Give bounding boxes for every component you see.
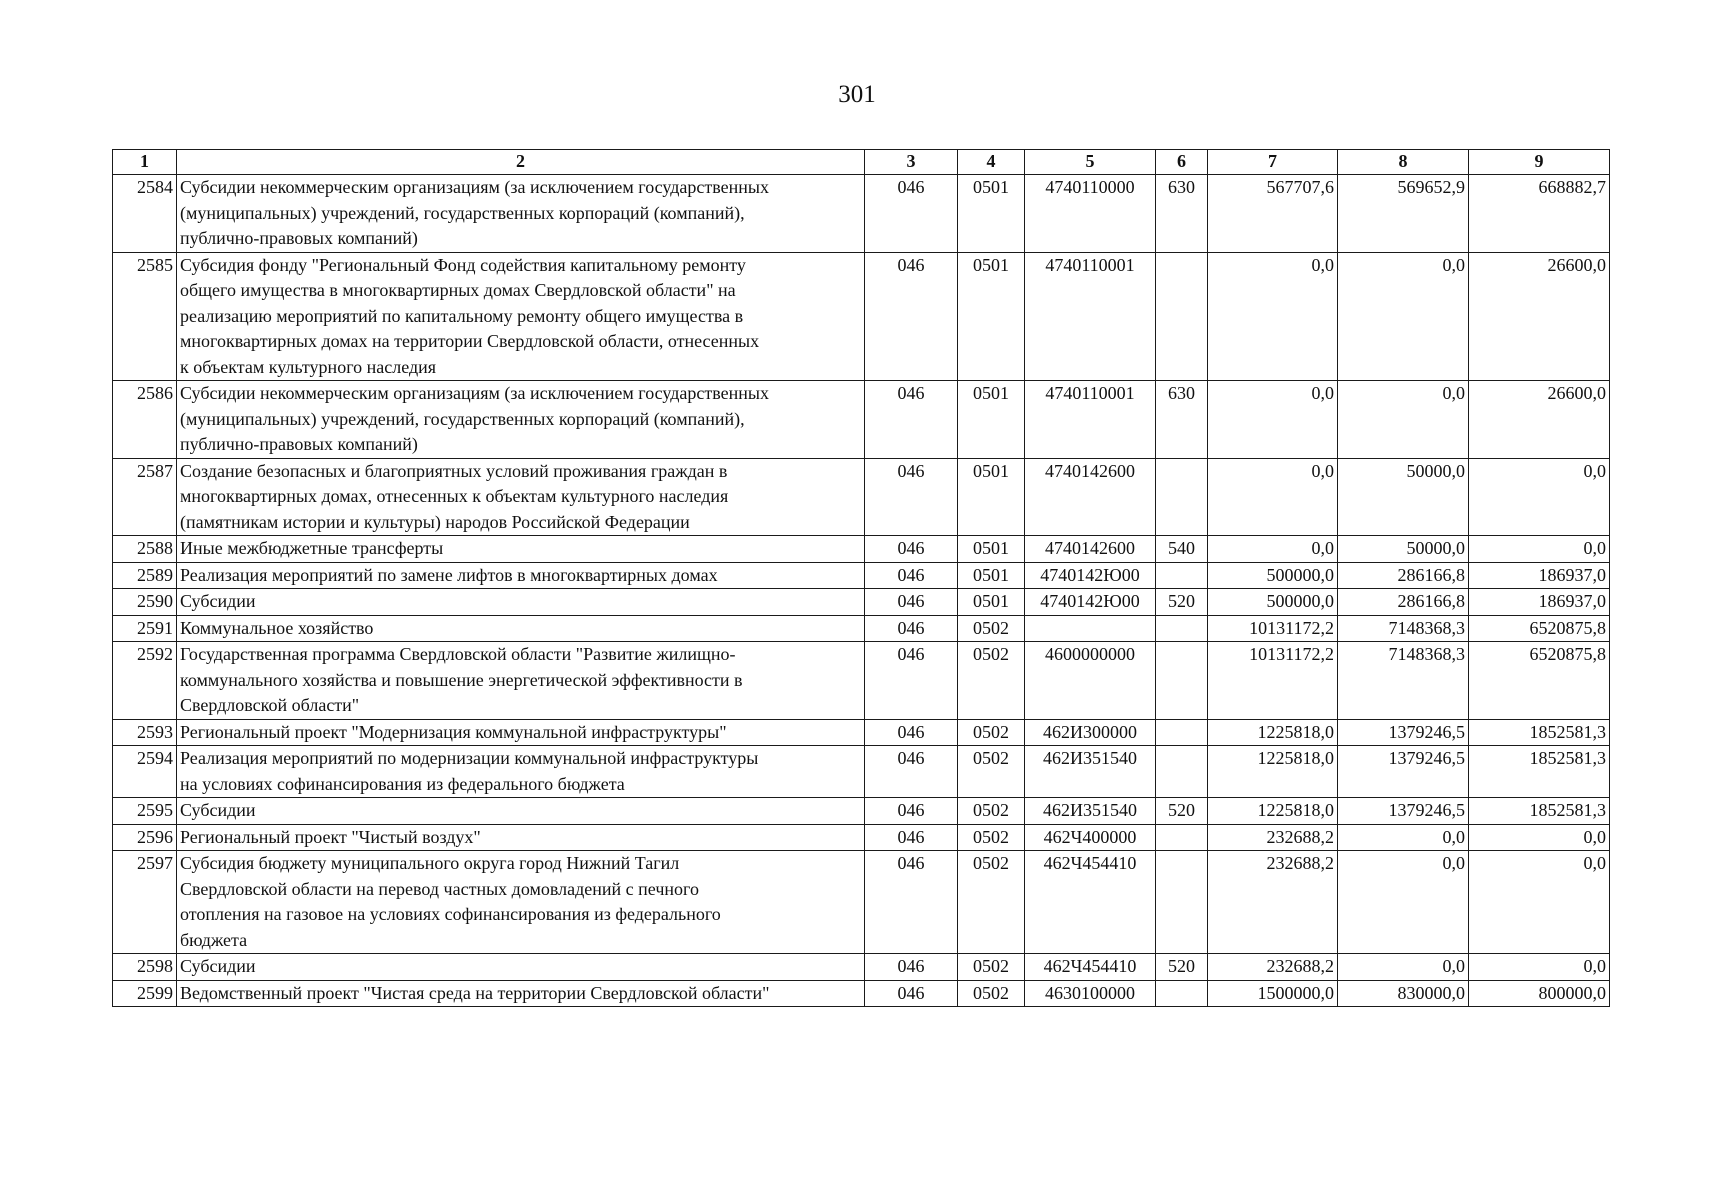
table-row [113, 798, 1610, 825]
amount-year1-cell: 1500000,0 [1208, 980, 1338, 1007]
expense-type-cell [1156, 851, 1208, 954]
amount-year2-cell: 830000,0 [1338, 980, 1469, 1007]
amount-year3-cell: 26600,0 [1469, 252, 1610, 381]
table-row [113, 175, 1610, 253]
description-line: Субсидии [180, 956, 256, 976]
amount-year2-cell: 0,0 [1338, 954, 1469, 981]
amount-year1-cell: 10131172,2 [1208, 642, 1338, 720]
amount-year3-cell: 1852581,3 [1469, 798, 1610, 825]
amount-year2-cell: 50000,0 [1338, 536, 1469, 563]
description-line: Реализация мероприятий по замене лифтов в многоквартирных домах [180, 564, 718, 585]
ministry-code-cell: 046 [865, 798, 958, 825]
amount-year3-cell: 1852581,3 [1469, 719, 1610, 746]
description-cell [177, 458, 865, 536]
description-line: Субсидии [180, 800, 256, 820]
expense-type-cell [1156, 615, 1208, 642]
section-code-cell: 0502 [958, 719, 1025, 746]
row-number-cell: 2584 [113, 175, 177, 253]
amount-year2-cell: 0,0 [1338, 252, 1469, 381]
amount-year2-cell: 0,0 [1338, 824, 1469, 851]
amount-year1-cell: 500000,0 [1208, 589, 1338, 616]
row-number-cell: 2598 [113, 954, 177, 981]
ministry-code-cell: 046 [865, 536, 958, 563]
table-header-row [113, 150, 1610, 175]
description-cell [177, 615, 865, 642]
row-number-cell: 2596 [113, 824, 177, 851]
description-line: Ведомственный проект "Чистая среда на территории Свердловской области" [180, 982, 770, 1003]
target-article-cell: 4740110001 [1025, 381, 1156, 459]
amount-year2-cell: 286166,8 [1338, 589, 1469, 616]
amount-year2-cell: 7148368,3 [1338, 615, 1469, 642]
section-code-cell: 0502 [958, 824, 1025, 851]
description-line: к объектам культурного наследия [180, 356, 437, 377]
ministry-code-cell: 046 [865, 589, 958, 616]
expense-type-cell [1156, 642, 1208, 720]
description-line: Свердловской области на перевод частных домовладений с печного [180, 878, 699, 899]
description-line: Региональный проект "Модернизация коммунальной инфраструктуры" [180, 721, 727, 742]
target-article-cell: 462Ч454410 [1025, 954, 1156, 981]
expense-type-cell: 630 [1156, 381, 1208, 459]
row-number-cell: 2597 [113, 851, 177, 954]
amount-year1-cell: 1225818,0 [1208, 746, 1338, 798]
amount-year3-cell: 26600,0 [1469, 381, 1610, 459]
amount-year1-cell: 232688,2 [1208, 954, 1338, 981]
amount-year3-cell: 186937,0 [1469, 589, 1610, 616]
row-number-cell: 2587 [113, 458, 177, 536]
description-cell [177, 642, 865, 720]
row-number-cell: 2589 [113, 562, 177, 589]
target-article-cell: 462И300000 [1025, 719, 1156, 746]
column-header: 6 [1156, 150, 1208, 175]
target-article-cell: 4740142Ю00 [1025, 562, 1156, 589]
budget-table [112, 149, 1610, 1007]
amount-year2-cell: 50000,0 [1338, 458, 1469, 536]
target-article-cell: 4740142600 [1025, 536, 1156, 563]
amount-year3-cell: 0,0 [1469, 536, 1610, 563]
ministry-code-cell: 046 [865, 980, 958, 1007]
description-cell [177, 954, 865, 981]
row-number-cell: 2599 [113, 980, 177, 1007]
amount-year1-cell: 0,0 [1208, 536, 1338, 563]
expense-type-cell [1156, 980, 1208, 1007]
target-article-cell: 4740110000 [1025, 175, 1156, 253]
description-cell [177, 536, 865, 563]
column-header: 3 [865, 150, 958, 175]
expense-type-cell [1156, 562, 1208, 589]
target-article-cell: 4740142600 [1025, 458, 1156, 536]
row-number-cell: 2590 [113, 589, 177, 616]
table-row [113, 589, 1610, 616]
expense-type-cell [1156, 252, 1208, 381]
amount-year1-cell: 10131172,2 [1208, 615, 1338, 642]
description-cell [177, 175, 865, 253]
row-number-cell: 2593 [113, 719, 177, 746]
expense-type-cell [1156, 746, 1208, 798]
expense-type-cell: 520 [1156, 589, 1208, 616]
description-cell [177, 589, 865, 616]
amount-year1-cell: 567707,6 [1208, 175, 1338, 253]
row-number-cell: 2592 [113, 642, 177, 720]
description-line: Региональный проект "Чистый воздух" [180, 826, 481, 847]
amount-year2-cell: 1379246,5 [1338, 798, 1469, 825]
target-article-cell: 4740110001 [1025, 252, 1156, 381]
target-article-cell: 462Ч400000 [1025, 824, 1156, 851]
expense-type-cell: 540 [1156, 536, 1208, 563]
description-line: Субсидия бюджету муниципального округа город Нижний Тагил [180, 853, 680, 873]
column-header: 1 [113, 150, 177, 175]
table-row [113, 642, 1610, 720]
ministry-code-cell: 046 [865, 719, 958, 746]
amount-year2-cell: 1379246,5 [1338, 746, 1469, 798]
table-row [113, 824, 1610, 851]
expense-type-cell: 630 [1156, 175, 1208, 253]
description-line: публично-правовых компаний) [180, 228, 418, 248]
description-cell [177, 746, 865, 798]
description-line: (муниципальных) учреждений, государственных корпораций (компаний), [180, 408, 745, 429]
section-code-cell: 0502 [958, 642, 1025, 720]
ministry-code-cell: 046 [865, 252, 958, 381]
target-article-cell: 4740142Ю00 [1025, 589, 1156, 616]
description-line: (муниципальных) учреждений, государственных корпораций (компаний), [180, 202, 745, 223]
row-number-cell: 2595 [113, 798, 177, 825]
expense-type-cell [1156, 824, 1208, 851]
column-header: 2 [177, 150, 865, 175]
ministry-code-cell: 046 [865, 824, 958, 851]
amount-year1-cell: 1225818,0 [1208, 798, 1338, 825]
target-article-cell: 462И351540 [1025, 746, 1156, 798]
target-article-cell: 4630100000 [1025, 980, 1156, 1007]
section-code-cell: 0502 [958, 851, 1025, 954]
row-number-cell: 2585 [113, 252, 177, 381]
ministry-code-cell: 046 [865, 746, 958, 798]
section-code-cell: 0501 [958, 589, 1025, 616]
amount-year1-cell: 0,0 [1208, 252, 1338, 381]
table-row [113, 615, 1610, 642]
section-code-cell: 0501 [958, 175, 1025, 253]
amount-year2-cell: 286166,8 [1338, 562, 1469, 589]
description-line: отопления на газовое на условиях софинансирования из федерального [180, 904, 721, 924]
description-line: многоквартирных домах на территории Свердловской области, отнесенных [180, 331, 760, 351]
section-code-cell: 0501 [958, 562, 1025, 589]
table-row [113, 536, 1610, 563]
description-line: на условиях софинансирования из федерального бюджета [180, 773, 625, 794]
amount-year3-cell: 0,0 [1469, 458, 1610, 536]
section-code-cell: 0502 [958, 746, 1025, 798]
amount-year1-cell: 232688,2 [1208, 824, 1338, 851]
description-cell [177, 381, 865, 459]
column-header: 7 [1208, 150, 1338, 175]
section-code-cell: 0502 [958, 615, 1025, 642]
description-line: Субсидии некоммерческим организациям (за исключением государственных [180, 177, 770, 197]
amount-year2-cell: 569652,9 [1338, 175, 1469, 253]
section-code-cell: 0501 [958, 252, 1025, 381]
table-row [113, 458, 1610, 536]
description-cell [177, 980, 865, 1007]
amount-year3-cell: 0,0 [1469, 824, 1610, 851]
expense-type-cell [1156, 458, 1208, 536]
amount-year3-cell: 668882,7 [1469, 175, 1610, 253]
section-code-cell: 0501 [958, 458, 1025, 536]
row-number-cell: 2588 [113, 536, 177, 563]
amount-year2-cell: 0,0 [1338, 381, 1469, 459]
description-line: Создание безопасных и благоприятных условий проживания граждан в [180, 460, 728, 481]
expense-type-cell: 520 [1156, 798, 1208, 825]
row-number-cell: 2586 [113, 381, 177, 459]
description-cell [177, 851, 865, 954]
description-line: Иные межбюджетные трансферты [180, 538, 444, 558]
table-body [113, 175, 1610, 1007]
description-line: бюджета [180, 929, 248, 950]
amount-year3-cell: 0,0 [1469, 851, 1610, 954]
amount-year2-cell: 1379246,5 [1338, 719, 1469, 746]
amount-year3-cell: 0,0 [1469, 954, 1610, 981]
ministry-code-cell: 046 [865, 642, 958, 720]
description-line: Государственная программа Свердловской области "Развитие жилищно- [180, 644, 736, 664]
page-number: 301 [838, 81, 876, 108]
description-cell [177, 798, 865, 825]
expense-type-cell [1156, 719, 1208, 746]
ministry-code-cell: 046 [865, 562, 958, 589]
table-row [113, 851, 1610, 954]
amount-year3-cell: 6520875,8 [1469, 642, 1610, 720]
column-header: 8 [1338, 150, 1469, 175]
description-line: (памятникам истории и культуры) народов Российской Федерации [180, 511, 690, 532]
section-code-cell: 0501 [958, 381, 1025, 459]
description-line: публично-правовых компаний) [180, 434, 418, 454]
description-cell [177, 719, 865, 746]
ministry-code-cell: 046 [865, 615, 958, 642]
description-line: коммунального хозяйства и повышение энергетической эффективности в [180, 669, 743, 690]
column-header: 4 [958, 150, 1025, 175]
amount-year2-cell: 7148368,3 [1338, 642, 1469, 720]
amount-year2-cell: 0,0 [1338, 851, 1469, 954]
description-line: реализацию мероприятий по капитальному ремонту общего имущества в [180, 305, 744, 326]
ministry-code-cell: 046 [865, 954, 958, 981]
description-line: Коммунальное хозяйство [180, 617, 374, 638]
description-line: Реализация мероприятий по модернизации коммунальной инфраструктуры [180, 748, 759, 768]
amount-year1-cell: 500000,0 [1208, 562, 1338, 589]
ministry-code-cell: 046 [865, 458, 958, 536]
row-number-cell: 2594 [113, 746, 177, 798]
table-row [113, 980, 1610, 1007]
amount-year1-cell: 0,0 [1208, 458, 1338, 536]
section-code-cell: 0502 [958, 980, 1025, 1007]
description-line: Субсидии некоммерческим организациям (за исключением государственных [180, 383, 770, 403]
description-cell [177, 824, 865, 851]
amount-year1-cell: 232688,2 [1208, 851, 1338, 954]
table-row [113, 562, 1610, 589]
description-line: Свердловской области" [180, 695, 360, 715]
amount-year3-cell: 800000,0 [1469, 980, 1610, 1007]
table-row [113, 252, 1610, 381]
amount-year3-cell: 186937,0 [1469, 562, 1610, 589]
ministry-code-cell: 046 [865, 851, 958, 954]
ministry-code-cell: 046 [865, 381, 958, 459]
table-row [113, 954, 1610, 981]
section-code-cell: 0502 [958, 954, 1025, 981]
expense-type-cell: 520 [1156, 954, 1208, 981]
table-row [113, 381, 1610, 459]
amount-year3-cell: 6520875,8 [1469, 615, 1610, 642]
ministry-code-cell: 046 [865, 175, 958, 253]
amount-year1-cell: 0,0 [1208, 381, 1338, 459]
description-line: многоквартирных домах, отнесенных к объектам культурного наследия [180, 486, 729, 506]
table-row [113, 719, 1610, 746]
amount-year1-cell: 1225818,0 [1208, 719, 1338, 746]
description-line: Субсидия фонду "Региональный Фонд содействия капитальному ремонту [180, 254, 746, 275]
column-header: 9 [1469, 150, 1610, 175]
section-code-cell: 0501 [958, 536, 1025, 563]
target-article-cell: 4600000000 [1025, 642, 1156, 720]
section-code-cell: 0502 [958, 798, 1025, 825]
target-article-cell: 462Ч454410 [1025, 851, 1156, 954]
target-article-cell [1025, 615, 1156, 642]
description-line: Субсидии [180, 591, 256, 611]
description-line: общего имущества в многоквартирных домах Свердловской области" на [180, 280, 736, 300]
amount-year3-cell: 1852581,3 [1469, 746, 1610, 798]
target-article-cell: 462И351540 [1025, 798, 1156, 825]
description-cell [177, 252, 865, 381]
description-cell [177, 562, 865, 589]
table-row [113, 746, 1610, 798]
row-number-cell: 2591 [113, 615, 177, 642]
column-header: 5 [1025, 150, 1156, 175]
